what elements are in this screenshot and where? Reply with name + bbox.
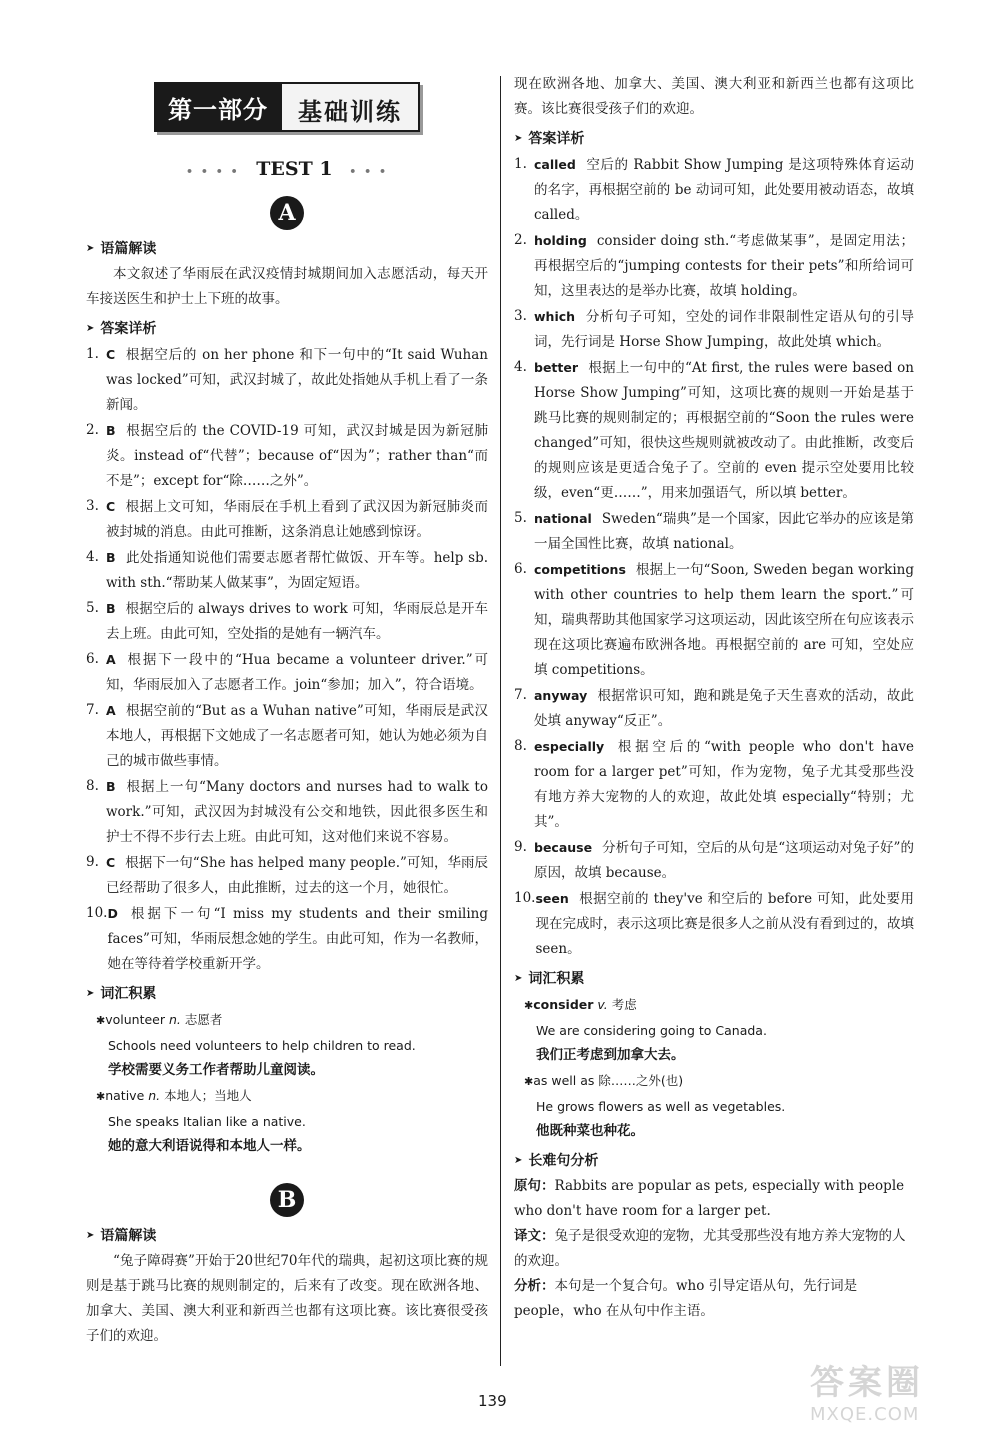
section-a-reading-text: 本文叙述了华雨辰在武汉疫情封城期间加入志愿活动，每天开车接送医生和护士上下班的故事。 [86, 266, 488, 307]
section-b-answers-heading: ➤ 答案详析 [514, 131, 585, 147]
vocab-entry: ✱volunteer n. 志愿者 [96, 1012, 223, 1027]
star-icon: ✱ [96, 1014, 106, 1027]
test-title [86, 158, 488, 180]
answer-item: 6. competitions 根据上一句“Soon, Sweden began working with other countries to help them learn the sport.”可知，瑞典帮助其他国家学习这项运动，因此该空所在句应该表示现在这项比赛遍布欧洲各地。再根据空前的 are 可知，空处应填 competitions。 [514, 561, 914, 678]
section-a-reading-heading: ➤ 语篇解读 [86, 241, 157, 257]
vocab-translation: 他既种菜也种花。 [536, 1123, 644, 1139]
vocab-entry: ✱native n. 本地人；当地人 [96, 1088, 252, 1103]
answer-item: 10. D 根据下一句“I miss my students and their smiling faces”可知，华雨辰想念她的学生。由此可知，作为一名教师，她在等待着学校重新开学。 [86, 905, 488, 972]
long-sentence-heading: ➤ 长难句分析 [514, 1153, 599, 1169]
answer-item: 2. holding consider doing sth.“考虑做某事”，是固定用法；再根据空后的“jumping contests for their pets”和所给词可知，这里表达的是举办比赛，故填 holding。 [514, 232, 914, 299]
star-icon: ✱ [524, 1075, 534, 1088]
section-b-vocab [524, 992, 914, 1144]
section-b-reading-text-continued: 现在欧洲各地、加拿大、美国、澳大利亚和新西兰也都有这项比赛。该比赛很受孩子们的欢迎。 [514, 76, 914, 117]
translated-sentence: 译文：兔子是很受欢迎的宠物，尤其受那些没有地方养大宠物的人的欢迎。 [514, 1228, 906, 1269]
answer-item: 8. B 根据上一句“Many doctors and nurses had to walk to work.”可知，武汉因为封城没有公交和地铁，因此很多医生和护士不得不步行去上班。由此可知，这对他们来说不容易。 [86, 778, 488, 845]
answer-item: 7. anyway 根据常识可知，跑和跳是兔子天生喜欢的活动，故此处填 anyway“反正”。 [514, 687, 914, 729]
answer-item: 6. A 根据下一段中的“Hua became a volunteer driver.”可知，华雨辰加入了志愿者工作。join“参加；加入”，符合语境。 [86, 651, 488, 693]
watermark-logo: 答案圈 MXQE.COM [810, 1363, 924, 1425]
answer-item: 9. because 分析句子可知，空后的从句是“这项运动对兔子好”的原因，故填 because。 [514, 839, 914, 881]
part-title-box [154, 82, 420, 132]
arrow-icon: ➤ [86, 987, 95, 999]
page-number: 139 [478, 1392, 507, 1410]
answer-item: 10. seen 根据空前的 they've 和空后的 before 可知，此处要用现在完成时，表示这项比赛是很多人之前从没有看到过的，故填 seen。 [514, 890, 914, 957]
section-a-vocab-heading: ➤ 词汇积累 [86, 986, 157, 1002]
sentence-analysis: 分析：本句是一个复合句。who 引导定语从句，先行词是 people，who 在从句中作主语。 [514, 1278, 858, 1319]
vocab-example: He grows flowers as well as vegetables. [536, 1099, 786, 1114]
section-b-answers [514, 152, 914, 962]
vocab-translation: 我们正考虑到加拿大去。 [536, 1047, 685, 1063]
vocab-example: She speaks Italian like a native. [108, 1114, 306, 1129]
arrow-icon: ➤ [86, 1229, 95, 1241]
section-a-vocab [96, 1007, 488, 1159]
vocab-entry: ✱consider v. 考虑 [524, 997, 637, 1012]
vocab-example: We are considering going to Canada. [536, 1023, 767, 1038]
arrow-icon: ➤ [86, 242, 95, 254]
answer-item: 5. B 根据空后的 always drives to work 可知，华雨辰总是开车去上班。由此可知，空处指的是她有一辆汽车。 [86, 600, 488, 642]
answer-item: 7. A 根据空前的“But as a Wuhan native”可知，华雨辰是武汉本地人，再根据下文她成了一名志愿者可知，她认为她必须为自己的城市做些事情。 [86, 702, 488, 769]
decorative-dots-right: • • • [349, 165, 388, 178]
section-b-vocab-heading: ➤ 词汇积累 [514, 971, 585, 987]
part-name: 基础训练 [282, 82, 420, 132]
answer-item: 1. C 根据空后的 on her phone 和下一句中的“It said Wuhan was locked”可知，武汉封城了，故此处指她从手机上看了一条新闻。 [86, 346, 488, 413]
section-b-reading-text: “兔子障碍赛”开始于20世纪70年代的瑞典，起初这项比赛的规则是基于跳马比赛的规则制定的，后来有了改变。现在欧洲各地、加拿大、美国、澳大利亚和新西兰也都有这项比赛。该比赛很受孩子们的欢迎。 [86, 1253, 488, 1344]
answer-item: 3. which 分析句子可知，空处的词作非限制性定语从句的引导词，先行词是 Horse Show Jumping，故此处填 which。 [514, 308, 914, 350]
arrow-icon: ➤ [514, 1154, 523, 1166]
section-a-marker: A [270, 196, 304, 230]
arrow-icon: ➤ [86, 322, 95, 334]
vocab-entry: ✱as well as 除……之外(也) [524, 1073, 684, 1088]
original-sentence: 原句：Rabbits are popular as pets, especially with people who don't have room for a larger pet. [514, 1178, 905, 1219]
part-header [86, 82, 488, 132]
vocab-example: Schools need volunteers to help children to read. [108, 1038, 416, 1053]
answer-item: 8. especially 根据空后的“with people who don't have room for a larger pet”可知，作为宠物，兔子尤其受那些没有地方养大宠物的人的欢迎，故此处填 especially“特别；尤其”。 [514, 738, 914, 830]
arrow-icon: ➤ [514, 972, 523, 984]
section-b-reading-heading: ➤ 语篇解读 [86, 1228, 157, 1244]
section-a-answers-heading: ➤ 答案详析 [86, 321, 157, 337]
long-sentence-analysis [514, 1174, 914, 1324]
test-title-text: TEST 1 [256, 158, 333, 180]
answer-item: 3. C 根据上文可知，华雨辰在手机上看到了武汉因为新冠肺炎而被封城的消息。由此可推断，这条消息让她感到惊讶。 [86, 498, 488, 540]
star-icon: ✱ [524, 999, 534, 1012]
star-icon: ✱ [96, 1090, 106, 1103]
part-number: 第一部分 [154, 82, 282, 132]
right-column [514, 72, 914, 1324]
section-a-answers [86, 342, 488, 977]
arrow-icon: ➤ [514, 132, 523, 144]
answer-item: 2. B 根据空后的 the COVID-19 可知，武汉封城是因为新冠肺炎。instead of“代替”；because of“因为”；rather than“而不是”；except for“除……之外”。 [86, 422, 488, 489]
answer-item: 5. national Sweden“瑞典”是一个国家，因此它举办的应该是第一届全国性比赛，故填 national。 [514, 510, 914, 552]
left-column [86, 72, 488, 1344]
answer-item: 1. called 空后的 Rabbit Show Jumping 是这项特殊体育运动的名字，再根据空前的 be 动词可知，此处要用被动语态，故填 called。 [514, 156, 914, 223]
section-b-marker: B [270, 1183, 304, 1217]
vocab-translation: 学校需要义务工作者帮助儿童阅读。 [108, 1062, 324, 1078]
answer-item: 4. better 根据上一句中的“At first, the rules were based on Horse Show Jumping”可知，这项比赛的规则一开始是基于跳马比赛的规则制定的；再根据空前的“Soon the rules were changed”可知，很快这些规则就被改动了。由此推断，改变后的规则应该是更适合兔子了。空前的 even 提示空处要用比较级，even“更……”，用来加强语气，所以填 better。 [514, 359, 914, 501]
answer-item: 9. C 根据下一句“She has helped many people.”可知，华雨辰已经帮助了很多人，由此推断，过去的这一个月，她很忙。 [86, 854, 488, 896]
decorative-dots-left: • • • • [186, 165, 240, 178]
answer-item: 4. B 此处指通知说他们需要志愿者帮忙做饭、开车等。help sb. with sth.“帮助某人做某事”，为固定短语。 [86, 549, 488, 591]
vocab-translation: 她的意大利语说得和本地人一样。 [108, 1138, 311, 1154]
column-divider [500, 76, 501, 1366]
